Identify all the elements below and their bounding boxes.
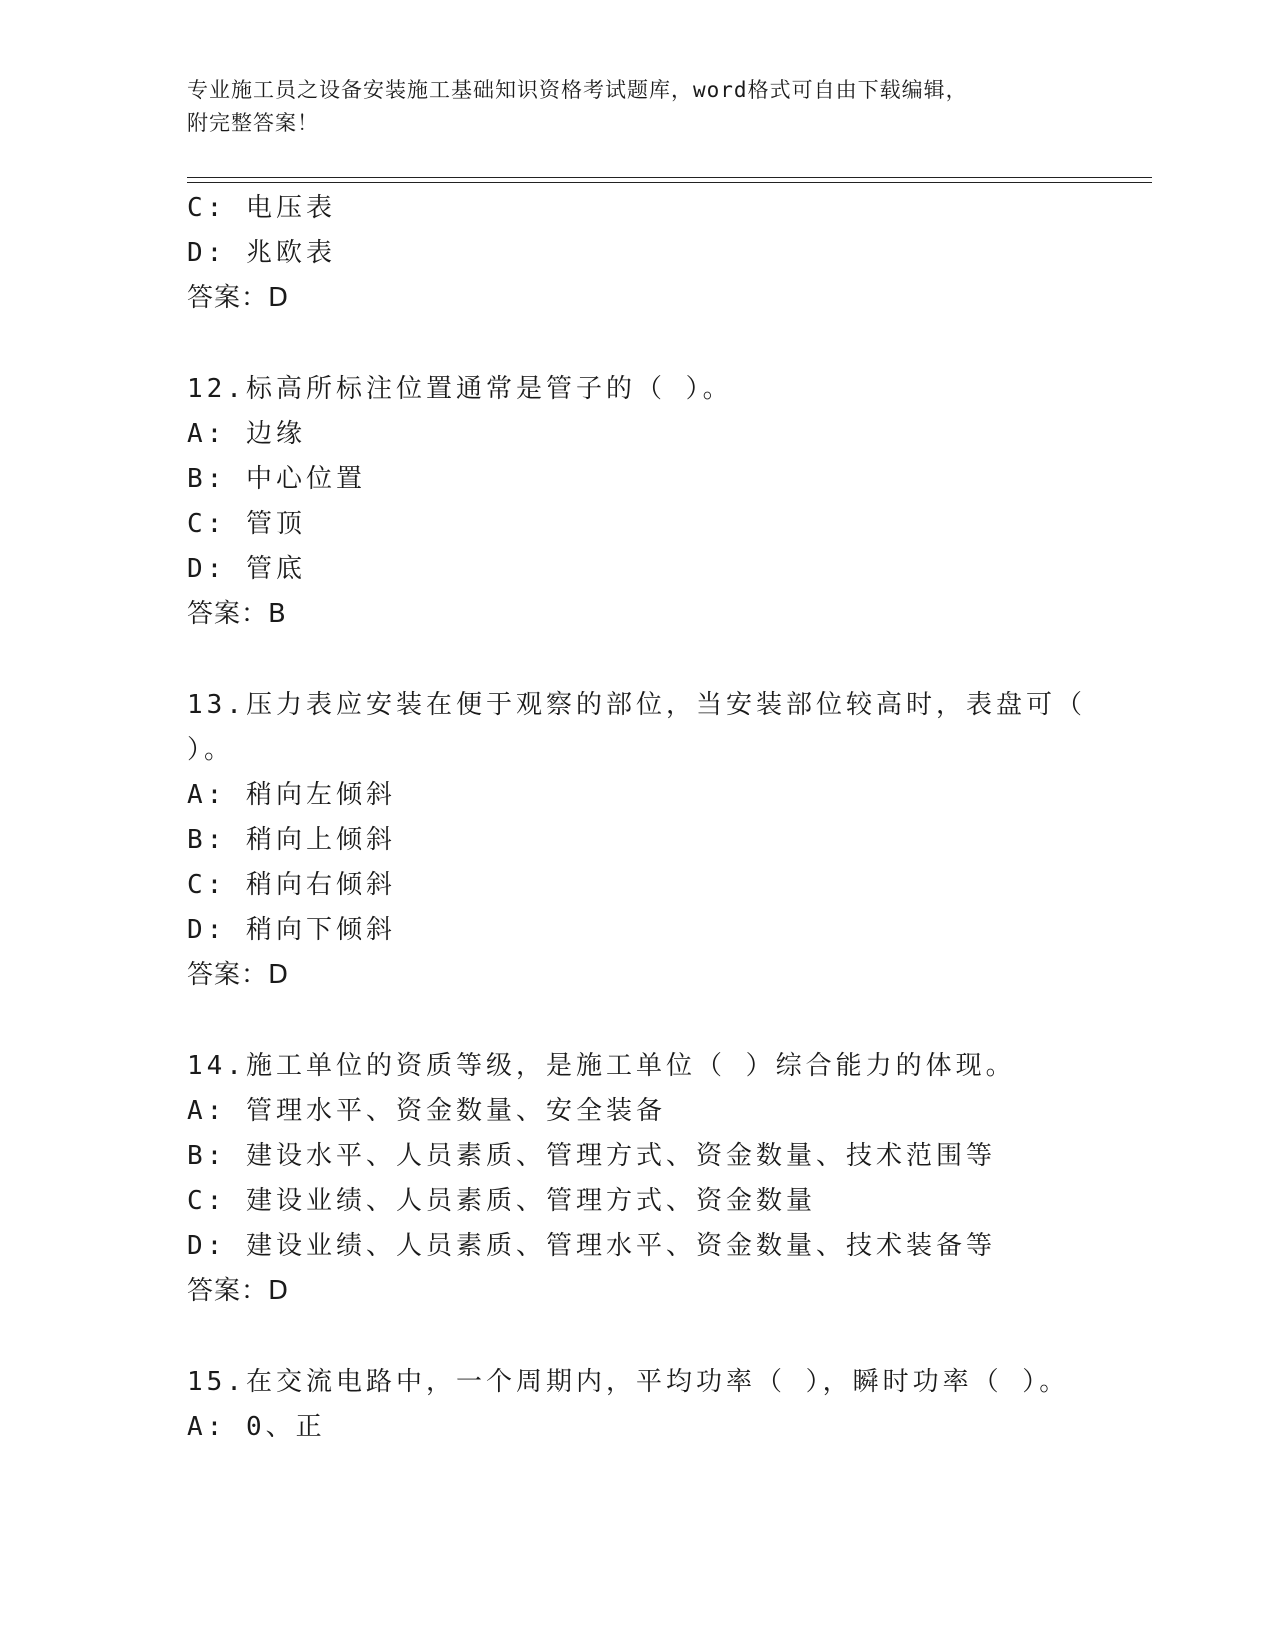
question-stem-13-line-2: ）。 <box>187 735 235 765</box>
option-d: D: 建设业绩、人员素质、管理水平、资金数量、技术装备等 <box>187 1231 996 1261</box>
option-a: A: 稍向左倾斜 <box>187 780 396 810</box>
question-stem-12: 12.标高所标注位置通常是管子的（ ）。 <box>187 374 733 404</box>
question-stem-14: 14.施工单位的资质等级，是施工单位（ ）综合能力的体现。 <box>187 1051 1016 1081</box>
option-d: D: 兆欧表 <box>187 238 336 268</box>
answer-line: 答案：D <box>187 283 290 313</box>
answer-line: 答案：D <box>187 960 290 990</box>
header-title-line-1: 专业施工员之设备安装施工基础知识资格考试题库，word格式可自由下载编辑， <box>187 78 968 102</box>
question-stem-15: 15.在交流电路中，一个周期内，平均功率（ ），瞬时功率（ ）。 <box>187 1367 1070 1397</box>
option-a: A: 边缘 <box>187 419 306 449</box>
option-c: C: 电压表 <box>187 193 336 223</box>
option-b: B: 建设水平、人员素质、管理方式、资金数量、技术范围等 <box>187 1141 996 1171</box>
option-d: D: 稍向下倾斜 <box>187 915 396 945</box>
option-a: A: 管理水平、资金数量、安全装备 <box>187 1096 666 1126</box>
option-d: D: 管底 <box>187 554 306 584</box>
option-b: B: 稍向上倾斜 <box>187 825 396 855</box>
option-a: A: 0、正 <box>187 1412 326 1442</box>
header-divider-bottom <box>187 182 1152 183</box>
answer-line: 答案：B <box>187 599 287 629</box>
question-stem-13-line-1: 13.压力表应安装在便于观察的部位，当安装部位较高时，表盘可（ <box>187 690 1086 720</box>
option-c: C: 管顶 <box>187 509 306 539</box>
answer-line: 答案：D <box>187 1276 290 1306</box>
option-c: C: 稍向右倾斜 <box>187 870 396 900</box>
header-divider-top <box>187 177 1152 178</box>
header-title-line-2: 附完整答案！ <box>187 111 319 135</box>
document-header <box>187 74 1067 140</box>
option-b: B: 中心位置 <box>187 464 366 494</box>
option-c: C: 建设业绩、人员素质、管理方式、资金数量 <box>187 1186 816 1216</box>
